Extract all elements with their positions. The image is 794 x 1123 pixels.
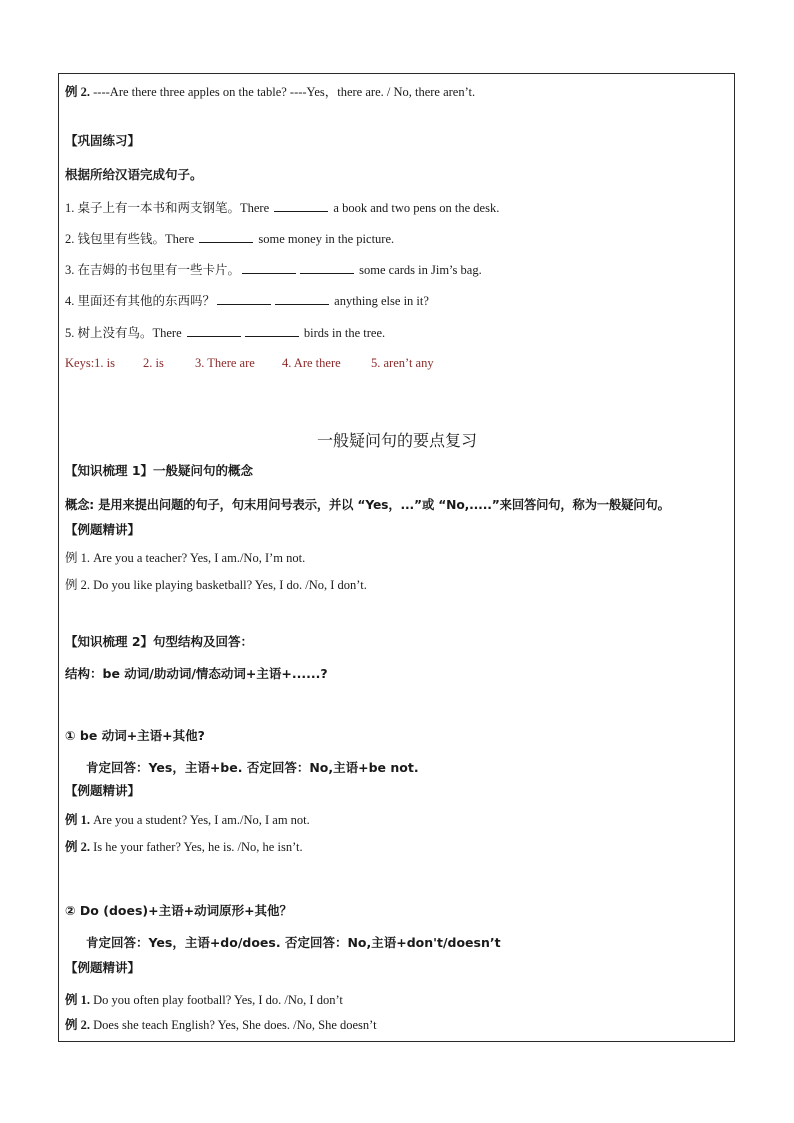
answer-blank[interactable]: [275, 292, 329, 305]
example-text: Are you a student? Yes, I am./No, I am not.: [90, 813, 310, 827]
exercise-item-5: [65, 324, 385, 341]
exercise-rest: a book and two pens on the desk.: [330, 201, 500, 215]
example-label: 例 1.: [65, 993, 91, 1007]
be-verb-heading: ① be 动词+主语+其他?: [65, 728, 205, 743]
knowledge-1-heading: 【知识梳理 1】一般疑问句的概念: [65, 463, 254, 478]
exercise-rest: some money in the picture.: [255, 232, 395, 246]
example-label: 例 2.: [65, 840, 91, 854]
knowledge-2-heading: 【知识梳理 2】句型结构及回答：: [65, 634, 254, 649]
answer-blank[interactable]: [217, 292, 271, 305]
example-text: Does she teach English? Yes, She does. /No, She doesn’t: [90, 1018, 377, 1032]
consolidation-instruction: 根据所给汉语完成句子。: [65, 167, 203, 182]
key-1: Keys:1. is: [65, 356, 115, 370]
exercise-rest: some cards in Jim’s bag.: [356, 263, 482, 277]
exercise-item-1: [65, 199, 499, 216]
be-example-2: [65, 839, 303, 855]
section-title: 一般疑问句的要点复习: [316, 431, 477, 450]
examples-heading: 【例题精讲】: [65, 522, 141, 537]
examples-heading: 【例题精讲】: [65, 783, 141, 798]
k1-example-1: 例 1. Are you a teacher? Yes, I am./No, I’m not.: [65, 551, 306, 565]
example-2-top: [65, 84, 475, 100]
consolidation-heading: 【巩固练习】: [65, 133, 141, 148]
examples-heading: 【例题精讲】: [65, 960, 141, 975]
exercise-prompt: 2. 钱包里有些钱。There: [65, 232, 198, 246]
structure-line: 结构：be 动词/助动词/情态动词+主语+......?: [65, 666, 328, 681]
key-5: 5. aren’t any: [371, 356, 434, 370]
exercise-rest: anything else in it?: [331, 294, 429, 308]
answer-keys: [65, 355, 434, 371]
key-4: 4. Are there: [282, 356, 341, 370]
do-example-1: [65, 992, 343, 1008]
example-text: Is he your father? Yes, he is. /No, he isn’t.: [90, 840, 303, 854]
example-text: Do you often play football? Yes, I do. /No, I don’t: [90, 993, 343, 1007]
example-label: 例 2.: [65, 85, 91, 99]
example-text: ----Are there three apples on the table? ----Yes，there are. / No, there aren’t.: [90, 85, 476, 99]
key-3: 3. There are: [195, 356, 255, 370]
be-example-1: [65, 812, 310, 828]
answer-blank[interactable]: [199, 230, 253, 243]
exercise-rest: birds in the tree.: [300, 326, 386, 340]
exercise-prompt: 3. 在吉姆的书包里有一些卡片。: [65, 263, 241, 277]
concept-definition: 概念: 是用来提出问题的句子，句末用问号表示，并以 “Yes，...”或 “No,.....”来回答问句，称为一般疑问句。: [65, 498, 670, 512]
do-does-answer: 肯定回答：Yes，主语+do/does. 否定回答：No,主语+don't/doesn’t: [86, 935, 501, 950]
answer-blank[interactable]: [274, 199, 328, 212]
do-example-2: [65, 1017, 377, 1033]
answer-blank[interactable]: [245, 324, 299, 337]
answer-blank[interactable]: [242, 261, 296, 274]
key-2: 2. is: [143, 356, 164, 370]
exercise-prompt: 1. 桌子上有一本书和两支钢笔。There: [65, 201, 273, 215]
exercise-item-3: [65, 261, 482, 278]
example-label: 例 1.: [65, 813, 91, 827]
exercise-item-4: [65, 292, 429, 309]
exercise-prompt: 5. 树上没有鸟。There: [65, 326, 185, 340]
k1-example-2: 例 2. Do you like playing basketball? Yes, I do. /No, I don’t.: [65, 578, 367, 592]
exercise-prompt: 4. 里面还有其他的东西吗？: [65, 294, 216, 308]
do-does-heading: ② Do (does)+主语+动词原形+其他？: [65, 903, 293, 918]
answer-blank[interactable]: [300, 261, 354, 274]
exercise-item-2: [65, 230, 394, 247]
be-verb-answer: 肯定回答：Yes，主语+be. 否定回答：No,主语+be not.: [86, 760, 419, 775]
example-label: 例 2.: [65, 1018, 91, 1032]
answer-blank[interactable]: [187, 324, 241, 337]
